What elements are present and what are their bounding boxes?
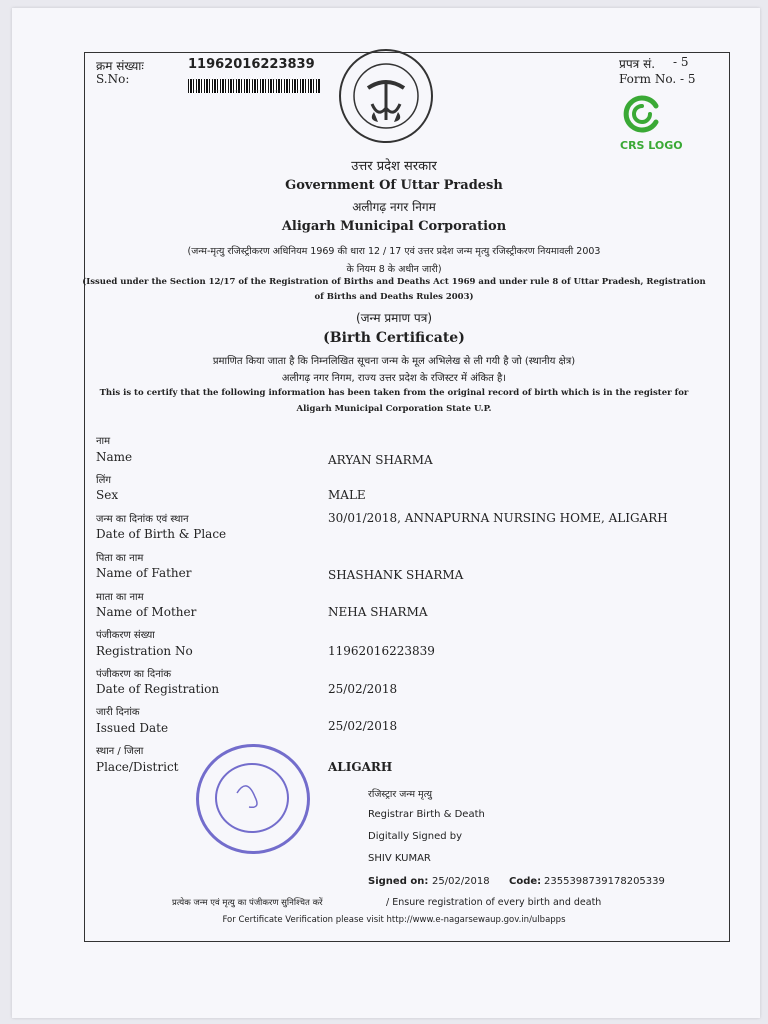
act-text-hi-2: के नियम 8 के अधीन जारी) (346, 264, 442, 275)
certify-text-hi-2: अलीगढ़ नगर निगम, राज्य उत्तर प्रदेश के रजिस्टर में अंकित है। (281, 373, 507, 384)
registrar-label-hi: रजिस्ट्रार जन्म मृत्यु (368, 789, 432, 800)
certify-text-en-2: Aligarh Municipal Corporation State U.P. (296, 404, 492, 414)
act-text-en-2: of Births and Deaths Rules 2003) (314, 292, 474, 302)
certify-text-en-1: This is to certify that the following information has been taken from the original record of birth which is in the register for (99, 388, 689, 398)
name-value: ARYAN SHARMA (328, 453, 433, 467)
act-text-hi-1: (जन्म-मृत्यु रजिस्ट्रीकरण अधिनियम 1969 की धारा 12 / 17 एवं उत्तर प्रदेश जन्म मृत्यु रजिस्ट्रीकरण नियमावली 2003 (187, 246, 601, 257)
issued-label-hi: जारी दिनांक (96, 707, 140, 718)
dob-label-hi: जन्म का दिनांक एवं स्थान (96, 514, 189, 525)
certificate-title-en: (Birth Certificate) (323, 330, 465, 346)
mother-label-hi: माता का नाम (96, 592, 144, 603)
up-emblem-icon (338, 48, 434, 144)
sex-label: Sex (96, 488, 119, 502)
ensure-registration-en: / Ensure registration of every birth and death (386, 897, 602, 908)
father-value: SHASHANK SHARMA (328, 568, 464, 582)
sex-label-hi: लिंग (96, 475, 111, 486)
name-label-hi: नाम (96, 436, 111, 447)
reg-no-label-hi: पंजीकरण संख्या (96, 630, 155, 641)
code-value: 2355398739178205339 (544, 876, 665, 887)
act-text-en-1: (Issued under the Section 12/17 of the Registration of Births and Deaths Act 1969 and under rule 8 of Uttar Pradesh, Registration (82, 277, 706, 287)
signed-on-value: 25/02/2018 (432, 876, 490, 887)
reg-date-value: 25/02/2018 (328, 682, 398, 696)
gov-title-hi: उत्तर प्रदेश सरकार (351, 159, 437, 174)
sno-label-en: S.No: (96, 72, 130, 86)
reg-no-label: Registration No (96, 644, 193, 658)
issued-label: Issued Date (96, 721, 169, 735)
certify-text-hi-1: प्रमाणित किया जाता है कि निम्नलिखित सूचना जन्म के मूल अभिलेख से ली गयी है जो (स्थानीय क्षेत्र) (212, 356, 576, 367)
crs-logo-icon (622, 94, 662, 134)
dob-value: 30/01/2018, ANNAPURNA NURSING HOME, ALIGARH (328, 511, 668, 525)
ensure-registration-hi: प्रत्येक जन्म एवं मृत्यु का पंजीकरण सुनिश्चित करें (172, 898, 323, 908)
place-value: ALIGARH (328, 760, 393, 774)
mother-value: NEHA SHARMA (328, 605, 428, 619)
place-label-hi: स्थान / जिला (96, 746, 144, 757)
form-label-en: Form No. - 5 (619, 72, 696, 86)
corp-title-en: Aligarh Municipal Corporation (281, 219, 507, 234)
registrar-label-en: Registrar Birth & Death (368, 809, 485, 820)
issued-value: 25/02/2018 (328, 719, 398, 733)
reg-no-value: 11962016223839 (328, 644, 435, 658)
father-label: Name of Father (96, 566, 192, 580)
father-label-hi: पिता का नाम (96, 553, 144, 564)
digitally-signed-label: Digitally Signed by (368, 831, 463, 842)
barcode (188, 79, 320, 93)
reg-date-label-hi: पंजीकरण का दिनांक (96, 669, 172, 680)
form-number-hi: - 5 (673, 55, 689, 69)
verification-link-text: For Certificate Verification please visit http://www.e-nagarsewaup.gov.in/ulbapps (222, 915, 566, 925)
dob-label: Date of Birth & Place (96, 527, 227, 541)
code-label: Code: (509, 876, 542, 887)
name-label: Name (96, 450, 133, 464)
sno-value: 11962016223839 (188, 57, 315, 72)
reg-date-label: Date of Registration (96, 682, 220, 696)
registrar-office-stamp (196, 744, 310, 854)
signer-name: SHIV KUMAR (368, 853, 431, 864)
sno-label-hi: क्रम संख्याः (96, 59, 144, 73)
gov-title-en: Government Of Uttar Pradesh (285, 178, 503, 193)
sex-value: MALE (328, 488, 366, 502)
corp-title-hi: अलीगढ़ नगर निगम (352, 200, 436, 214)
crs-logo-label: CRS LOGO (620, 139, 683, 152)
mother-label: Name of Mother (96, 605, 197, 619)
form-label-hi: प्रपत्र सं. (619, 57, 656, 71)
signed-on-label: Signed on: (368, 876, 429, 887)
certificate-title-hi: (जन्म प्रमाण पत्र) (355, 311, 433, 325)
place-label: Place/District (96, 760, 179, 774)
